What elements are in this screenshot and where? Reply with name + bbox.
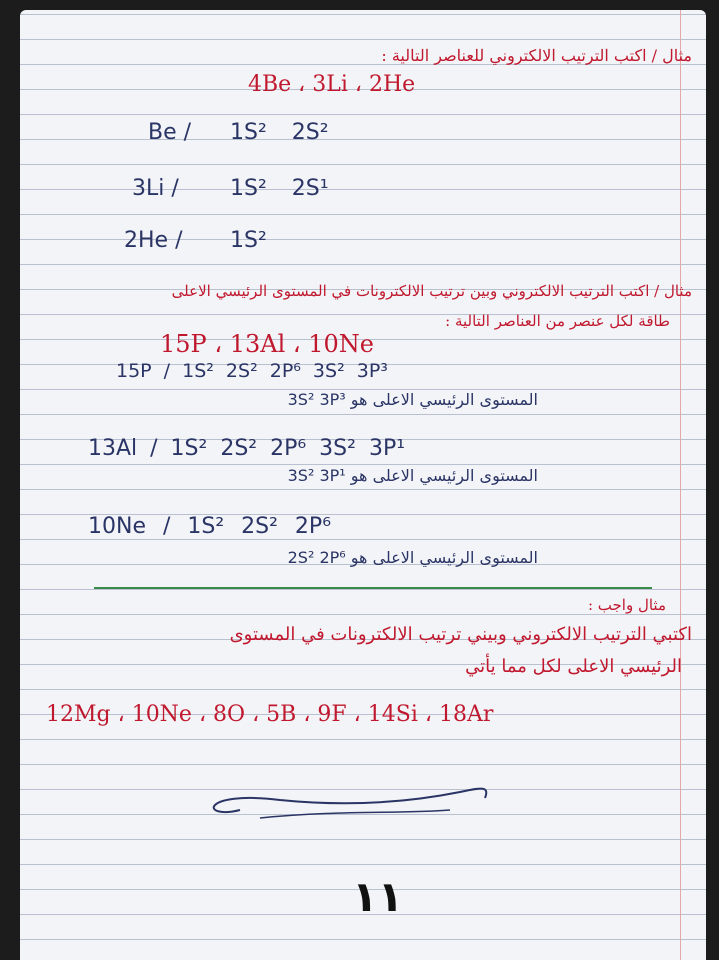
separator-line xyxy=(94,587,652,589)
ex1-he-config: 1S² xyxy=(230,228,267,253)
ex1-he-symbol: 2He / xyxy=(124,228,183,253)
ex3-line2: الرئيسي الاعلى لكل مما يأتي xyxy=(465,656,682,677)
ex1-be-symbol: Be / xyxy=(148,120,192,145)
ex1-elements: 4Be ، 3Li ، 2He xyxy=(248,72,416,97)
ex1-be-config: 1S² 2S² xyxy=(230,120,329,145)
ex2-p-note: المستوى الرئيسي الاعلى هو 3S² 3P³ xyxy=(287,390,538,409)
margin-line xyxy=(680,10,681,960)
swash-underline xyxy=(200,780,500,830)
ex2-ne-note: المستوى الرئيسي الاعلى هو 2S² 2P⁶ xyxy=(287,548,538,567)
ex3-line1: اكتبي الترتيب الالكتروني وبيني ترتيب الالكترونات في المستوى xyxy=(229,624,692,645)
ex2-ne-config: 10Ne / 1S² 2S² 2P⁶ xyxy=(88,514,332,539)
ex3-heading: مثال واجب : xyxy=(587,596,666,614)
ex3-elements: 12Mg ، 10Ne ، 8O ، 5B ، 9F ، 14Si ، 18Ar xyxy=(46,702,494,727)
ex2-elements: 15P ، 13Al ، 10Ne xyxy=(160,330,374,358)
ex1-heading: مثال / اكتب الترتيب الالكتروني للعناصر التالية : xyxy=(381,46,692,65)
ex2-al-config: 13Al / 1S² 2S² 2P⁶ 3S² 3P¹ xyxy=(88,436,406,461)
ex2-heading-line2: طاقة لكل عنصر من العناصر التالية : xyxy=(445,312,670,330)
ex2-heading-line1: مثال / اكتب الترتيب الالكتروني وبين ترتيب الالكترونات في المستوى الرئيسي الاعلى xyxy=(171,282,692,300)
ex2-p-config: 15P / 1S² 2S² 2P⁶ 3S² 3P³ xyxy=(116,360,388,382)
notebook-page xyxy=(20,10,706,960)
ex1-li-symbol: 3Li / xyxy=(132,176,179,201)
ex2-al-note: المستوى الرئيسي الاعلى هو 3S² 3P¹ xyxy=(287,466,538,485)
page-number: ١١ xyxy=(352,872,404,921)
ex1-li-config: 1S² 2S¹ xyxy=(230,176,329,201)
